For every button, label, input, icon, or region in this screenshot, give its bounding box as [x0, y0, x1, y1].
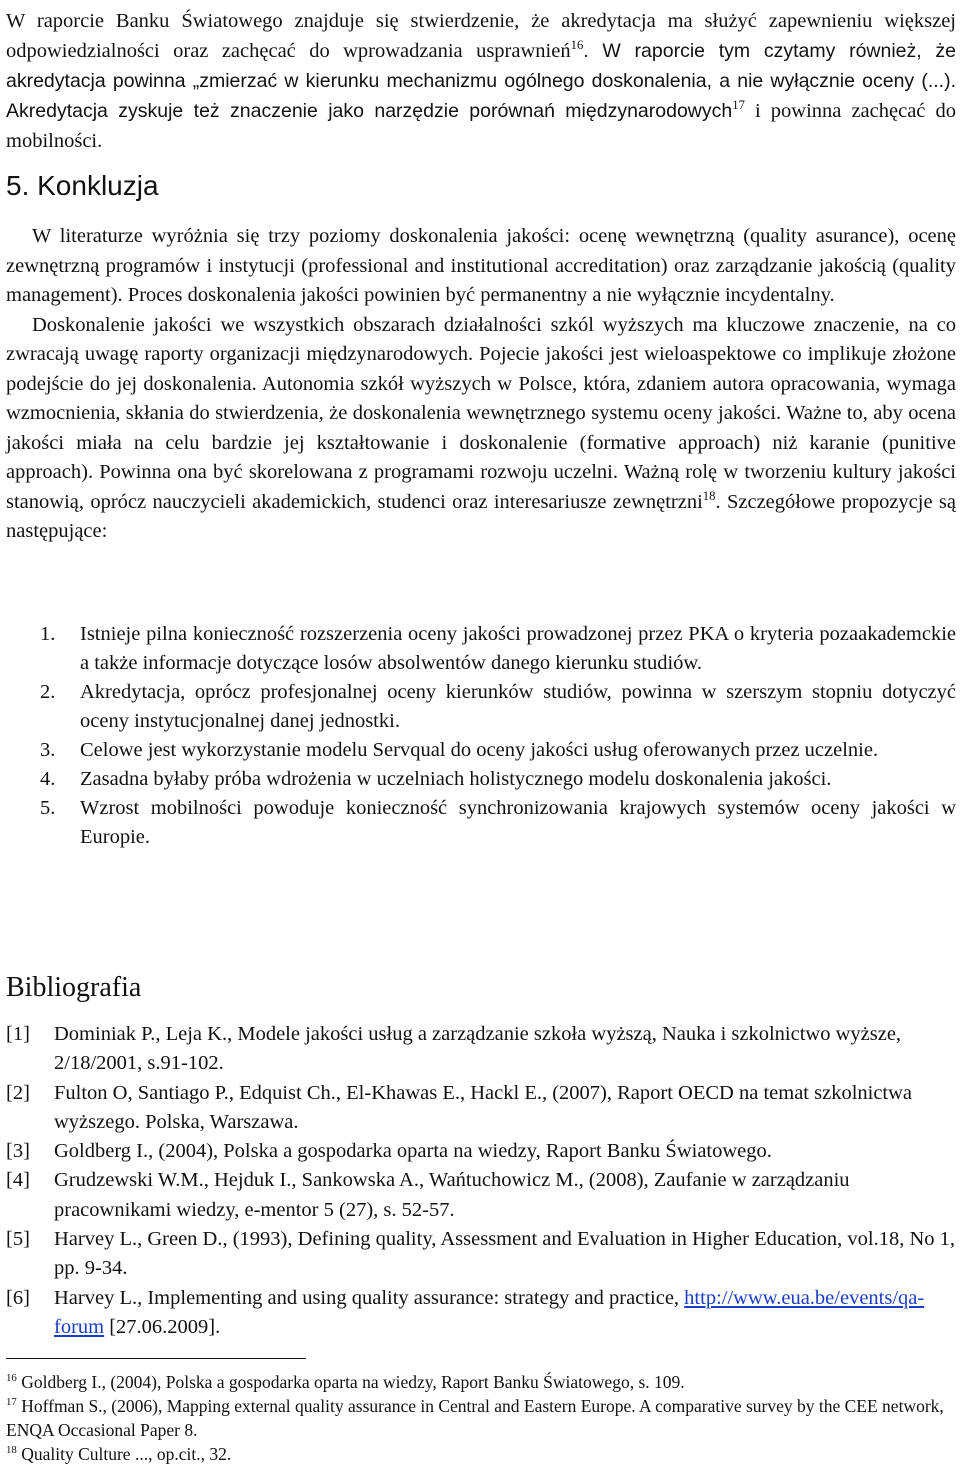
list-item-text: Celowe jest wykorzystanie modelu Servqual do oceny jakości usług oferowanych przez uczelnie. — [80, 739, 879, 761]
footnote-16 — [6, 1370, 956, 1394]
footnote-18 — [6, 1442, 956, 1466]
footnote-text: Quality Culture ..., op.cit., 32. — [16, 1444, 232, 1464]
bibliography-text: Goldberg I., (2004), Polska a gospodarka oparta na wiedzy, Raport Banku Światowego. — [54, 1140, 772, 1163]
list-item — [6, 736, 956, 765]
footnote-17 — [6, 1394, 956, 1442]
bibliography-number: [2] — [6, 1081, 30, 1104]
bibliography-text: Harvey L., Green D., (1993), Defining quality, Assessment and Evaluation in Higher Education, vol.18, No 1, pp. 9-34. — [54, 1228, 956, 1280]
bibliography-number: [1] — [6, 1023, 30, 1045]
list-item-text: Istnieje pilna konieczność rozszerzenia oceny jakości prowadzonej przez PKA o kryteria pozaakademckie a także informacje dotyczące losów absolwentów danego kierunku studiów. — [80, 623, 956, 674]
conclusion-text-2a: Doskonalenie jakości we wszystkich obszarach działalności szkól wyższych ma kluczowe znaczenie, na co zwracają uwagę raporty organizacji międzynarodowych. Pojecie jakości jest wieloaspektowe co implikuje złożone podejście do jej doskonalenia. Autonomia szkół wyższych w Polsce, która, zdaniem autora opracowania, wymaga wzmocnienia, skłania do stwierdzenia, że doskonalenia wewnętrznego systemu oceny jakości. Ważne to, aby ocena jakości miała na celu bardzie jej kształtowanie i doskonalenie (formative approach) niż karanie (punitive approach). Powinna ona być skorelowana z programami rozwoju uczelni. Ważną rolę w tworzeniu kultury jakości stanowią, oprócz nauczycieli akademickich, studenci oraz interesariusze zewnętrzni — [6, 313, 956, 513]
footnote-ref-17[interactable]: 17 — [732, 98, 745, 113]
list-item — [6, 765, 956, 794]
bibliography-list — [6, 1020, 956, 1342]
footnote-number: 17 — [6, 1396, 17, 1409]
list-item-number: 2. — [40, 681, 56, 703]
footnote-ref-18[interactable]: 18 — [702, 488, 716, 503]
bibliography-entry — [6, 1166, 956, 1225]
intro-text-3: i powinna zachęcać do mobilności. — [6, 100, 956, 152]
conclusion-body — [6, 222, 956, 547]
bibliography-text: Harvey L., Implementing and using quality assurance: strategy and practice, — [54, 1286, 680, 1309]
list-item — [6, 678, 956, 736]
list-item — [6, 620, 956, 678]
list-item-text: Wzrost mobilności powoduje konieczność synchronizowania krajowych systemów oceny jakości w Europie. — [80, 797, 956, 848]
proposals-list — [6, 620, 956, 852]
footnote-number: 18 — [6, 1444, 17, 1457]
intro-text-2: . W raporcie tym czytamy również, że akredytacja powinna „zmierzać w kierunku mechanizmu ogólnego doskonalenia, a nie wyłącznie oceny (...). Akredytacja zyskuje też znaczenie jako narzędzie porównań międzynarodowych — [6, 40, 956, 122]
list-item-text: Zasadna byłaby próba wdrożenia w uczelniach holistycznego modelu doskonalenia jakości. — [80, 768, 832, 790]
list-item-number: 3. — [40, 739, 56, 761]
bibliography-number: [6] — [6, 1286, 30, 1309]
intro-paragraph — [6, 6, 956, 156]
bibliography-access-date: [27.06.2009]. — [104, 1315, 221, 1338]
footnote-number: 16 — [6, 1372, 17, 1385]
bibliography-text: Dominiak P., Leja K., Modele jakości usług a zarządzanie szkoła wyższą, Nauka i szkolnictwo wyższe, 2/18/2001, s.91-102. — [54, 1023, 902, 1075]
footnote-divider — [6, 1358, 306, 1359]
conclusion-paragraph-2 — [6, 311, 956, 547]
bibliography-entry — [6, 1020, 956, 1079]
intro-text-1: W raporcie Banku Światowego znajduje się stwierdzenie, że akredytacja ma służyć zapewnieniu większej odpowiedzialności oraz zachęcać do wprowadzania usprawnień — [6, 10, 956, 62]
bibliography-number: [5] — [6, 1228, 30, 1251]
bibliography-number: [4] — [6, 1169, 30, 1192]
bibliography-heading: Bibliografia — [6, 972, 142, 1003]
bibliography-entry — [6, 1137, 956, 1166]
footnotes — [6, 1370, 956, 1466]
list-item-number: 5. — [40, 797, 56, 819]
qa-forum-link[interactable]: http://www.eua.be/events/qa-forum — [54, 1286, 925, 1338]
bibliography-number: [3] — [6, 1140, 30, 1163]
list-item-number: 1. — [40, 623, 56, 645]
conclusion-paragraph-1: W literaturze wyróżnia się trzy poziomy doskonalenia jakości: ocenę wewnętrzną (quality asurance), ocenę zewnętrzną programów i instytucji (professional and institutional accreditation) oraz zarządzanie jakością (quality management). Proces doskonalenia jakości powinien być permanentny a nie wyłącznie incydentalny. — [6, 225, 956, 306]
conclusion-text-2b: . Szczegółowe propozycje są następujące: — [6, 490, 956, 542]
bibliography-entry — [6, 1079, 956, 1138]
list-item — [6, 794, 956, 852]
footnote-text: Goldberg I., (2004), Polska a gospodarka oparta na wiedzy, Raport Banku Światowego, s. 109. — [16, 1372, 685, 1392]
bibliography-text: Fulton O, Santiago P., Edquist Ch., El-Khawas E., Hackl E., (2007), Raport OECD na temat szkolnictwa wyższego. Polska, Warszawa. — [54, 1081, 913, 1133]
footnote-text: Hoffman S., (2006), Mapping external quality assurance in Central and Eastern Europe. A comparative survey by the CEE network, ENQA Occasional Paper 8. — [6, 1396, 944, 1440]
bibliography-text: Grudzewski W.M., Hejduk I., Sankowska A., Wańtuchowicz M., (2008), Zaufanie w zarządzaniu pracownikami wiedzy, e-mentor 5 (27), s. 52-57. — [54, 1169, 850, 1221]
list-item-number: 4. — [40, 768, 56, 790]
list-item-text: Akredytacja, oprócz profesjonalnej oceny kierunków studiów, powinna w szerszym stopniu dotyczyć oceny instytucjonalnej danej jednostki. — [80, 681, 956, 732]
section-heading-konkluzja: 5. Konkluzja — [6, 170, 159, 201]
bibliography-entry — [6, 1225, 956, 1284]
footnote-ref-16[interactable]: 16 — [570, 38, 584, 53]
bibliography-entry — [6, 1284, 956, 1343]
